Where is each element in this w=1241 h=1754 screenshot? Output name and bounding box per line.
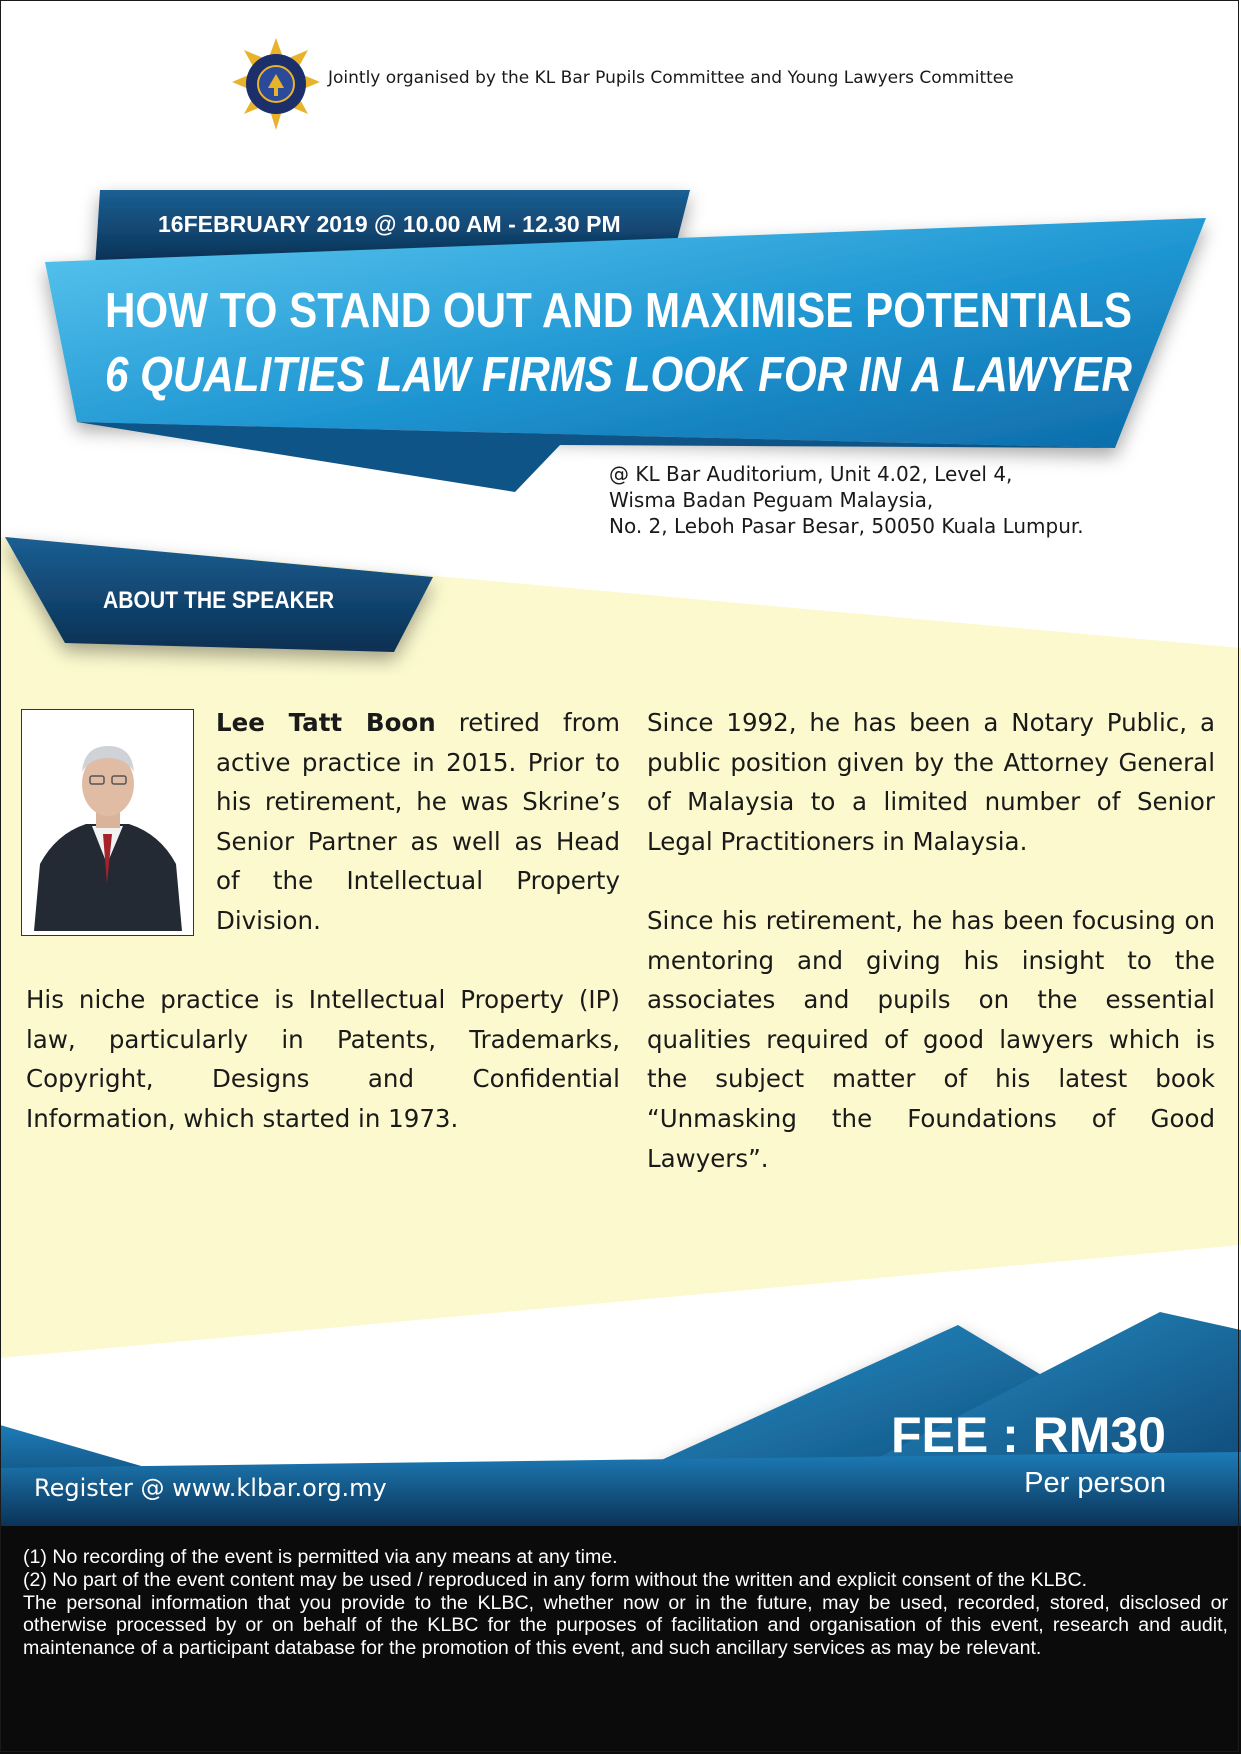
speaker-bio-mentoring: Since his retirement, he has been focusing on mentoring and giving his insight to the associates and pupils on the essential qualities required of good lawyers which is the subject matter of his latest book “Unmasking the Foundations of Good Lawyers”. bbox=[647, 906, 1215, 1173]
speaker-bio-notary: Since 1992, he has been a Notary Public, a public position given by the Attorney General of Malaysia to a limited number of Senior Legal Practitioners in Malaysia. bbox=[647, 708, 1215, 856]
event-datetime: 16FEBRUARY 2019 @ 10.00 AM - 12.30 PM bbox=[158, 211, 621, 237]
disclaimer-line: (1) No recording of the event is permitted via any means at any time. bbox=[23, 1546, 618, 1568]
speaker-photo bbox=[21, 709, 194, 936]
speaker-name: Lee Tatt Boon bbox=[216, 708, 436, 737]
disclaimer-line: The personal information that you provide to the KLBC, whether now or in the future, may be used, recorded, stored, disclosed or otherwise processed by or on behalf of the KLBC for the purposes of facilitation and organisation of this event, research and audit, maintenance of a participant database for the promotion of this event, and such ancillary services as may be relevant. bbox=[23, 1591, 1228, 1660]
event-venue bbox=[609, 461, 1084, 539]
venue-line: Wisma Badan Peguam Malaysia, bbox=[609, 488, 934, 512]
register-link[interactable]: Register @ www.klbar.org.my bbox=[34, 1474, 387, 1502]
fee-amount: FEE : RM30 bbox=[890, 1407, 1166, 1463]
kl-bar-logo bbox=[230, 30, 322, 140]
speaker-bio-intro bbox=[216, 703, 620, 941]
organiser-text: Jointly organised by the KL Bar Pupils Committee and Young Lawyers Committee bbox=[328, 68, 1014, 88]
venue-line: @ KL Bar Auditorium, Unit 4.02, Level 4, bbox=[609, 462, 1013, 486]
event-title-line2: 6 QUALITIES LAW FIRMS LOOK FOR IN A LAWYER bbox=[105, 348, 1132, 402]
disclaimer bbox=[23, 1546, 1228, 1660]
speaker-bio-intro-text: retired from active practice in 2015. Prior to his retirement, he was Skrine’s Senior Partner as well as Head of the Intellectual Property Division. bbox=[216, 708, 620, 935]
event-title-line1: HOW TO STAND OUT AND MAXIMISE POTENTIALS bbox=[105, 284, 1132, 338]
disclaimer-line: (2) No part of the event content may be used / reproduced in any form without the written and explicit consent of the KLBC. bbox=[23, 1568, 1088, 1591]
speaker-bio-practice: His niche practice is Intellectual Property (IP) law, particularly in Patents, Trademarks, Copyright, Designs and Confidential Information, which started in 1973. bbox=[26, 985, 620, 1133]
about-speaker-heading: ABOUT THE SPEAKER bbox=[103, 587, 335, 614]
venue-line: No. 2, Leboh Pasar Besar, 50050 Kuala Lumpur. bbox=[609, 514, 1084, 538]
fee-unit: Per person bbox=[1024, 1467, 1166, 1499]
